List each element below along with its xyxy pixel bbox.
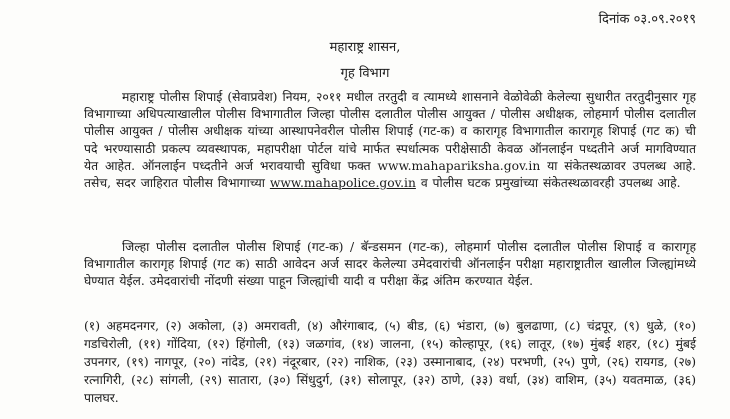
exam-paragraph: जिल्हा पोलीस दलातील पोलीस शिपाई (गट-क) / बॅन्डसमन (गट-क), लोहमार्ग पोलीस दलातील पोलीस शिपाई व कारागृह विभागातील कारागृह शिपाई (गट क) साठी आवेदन अर्ज सादर केलेल्या उमेदवारांची ऑनलाईन परीक्षा महाराष्ट्रातील खालील जिल्ह्यांमध्ये घेण्यात येईल. उमेदवारांची नोंदणी संख्या पाहून जिल्ह्यांची यादी व परीक्षा केंद्र अंतिम करण्यात येईल.: [84, 240, 696, 289]
mahapariksha-link[interactable]: www.mahapariksha.gov.in: [377, 158, 541, 173]
department-name: गृह विभाग: [340, 66, 390, 81]
intro-text-c: व पोलीस घटक प्रमुखांच्या संकेतस्थळावरही उपलब्ध आहे.: [420, 176, 681, 191]
intro-paragraph: [84, 89, 696, 192]
government-name: महाराष्ट्र शासन,: [329, 40, 401, 55]
document-date: दिनांक ०३.०९.२०१९: [598, 12, 696, 27]
intro-text-b: या संकेतस्थळावर उपलब्ध आहे. तसेच, सदर जाहिरात पोलीस विभागाच्या: [84, 158, 696, 191]
district-list: (१) अहमदनगर, (२) अकोला, (३) अमरावती, (४) औरंगाबाद, (५) बीड, (६) भंडारा, (७) बुलढाणा, (८) चंद्रपूर, (९) धुळे, (१०) गडचिरोली, (११) गोंदिया, (१२) हिंगोली, (१३) जळगांव, (१४) जालना, (१५) कोल्हापूर, (१६) लातूर, (१७) मुंबई शहर, (१८) मुंबई उपनगर, (१९) नागपूर, (२०) नांदेड, (२१) नंदूरबार, (२२) नाशिक, (२३) उस्मानाबाद, (२४) परभणी, (२५) पुणे, (२६) रायगड, (२७) रत्नागिरी, (२८) सांगली, (२९) सातारा, (३०) सिंधुदुर्ग, (३१) सोलापूर, (३२) ठाणे, (३३) वर्धा, (३४) वाशिम, (३५) यवतमाळ, (३६) पालघर.: [84, 319, 696, 405]
mahapolice-link[interactable]: www.mahapolice.gov.in: [269, 176, 416, 191]
intro-text-a: महाराष्ट्र पोलीस शिपाई (सेवाप्रवेश) नियम, २०११ मधील तरतुदी व त्यामध्ये शासनाने वेळोवेळी केलेल्या सुधारीत तरतुदीनुसार गृह विभागाच्या अधिपत्याखालील पोलीस विभागातील जिल्हा पोलीस दलातील पोलीस आयुक्त / पोलीस अधीक्षक, लोहमार्ग पोलीस दलातील पोलीस आयुक्त / पोलीस अधीक्षक यांच्या आस्थापनेवरील पोलीस शिपाई (गट-क) व कारागृह विभागातील कारागृह शिपाई (गट क) ची पदे भरण्यासाठी प्रकल्प व्यवस्थापक, महापरीक्षा पोर्टल यांचे मार्फत स्पर्धात्मक परीक्षेसाठी केवळ ऑनलाईन पध्दतीने अर्ज मागविण्यात येत आहेत. ऑनलाईन पध्दतीने अर्ज भरावयाची सुविधा फक्त: [84, 90, 696, 173]
